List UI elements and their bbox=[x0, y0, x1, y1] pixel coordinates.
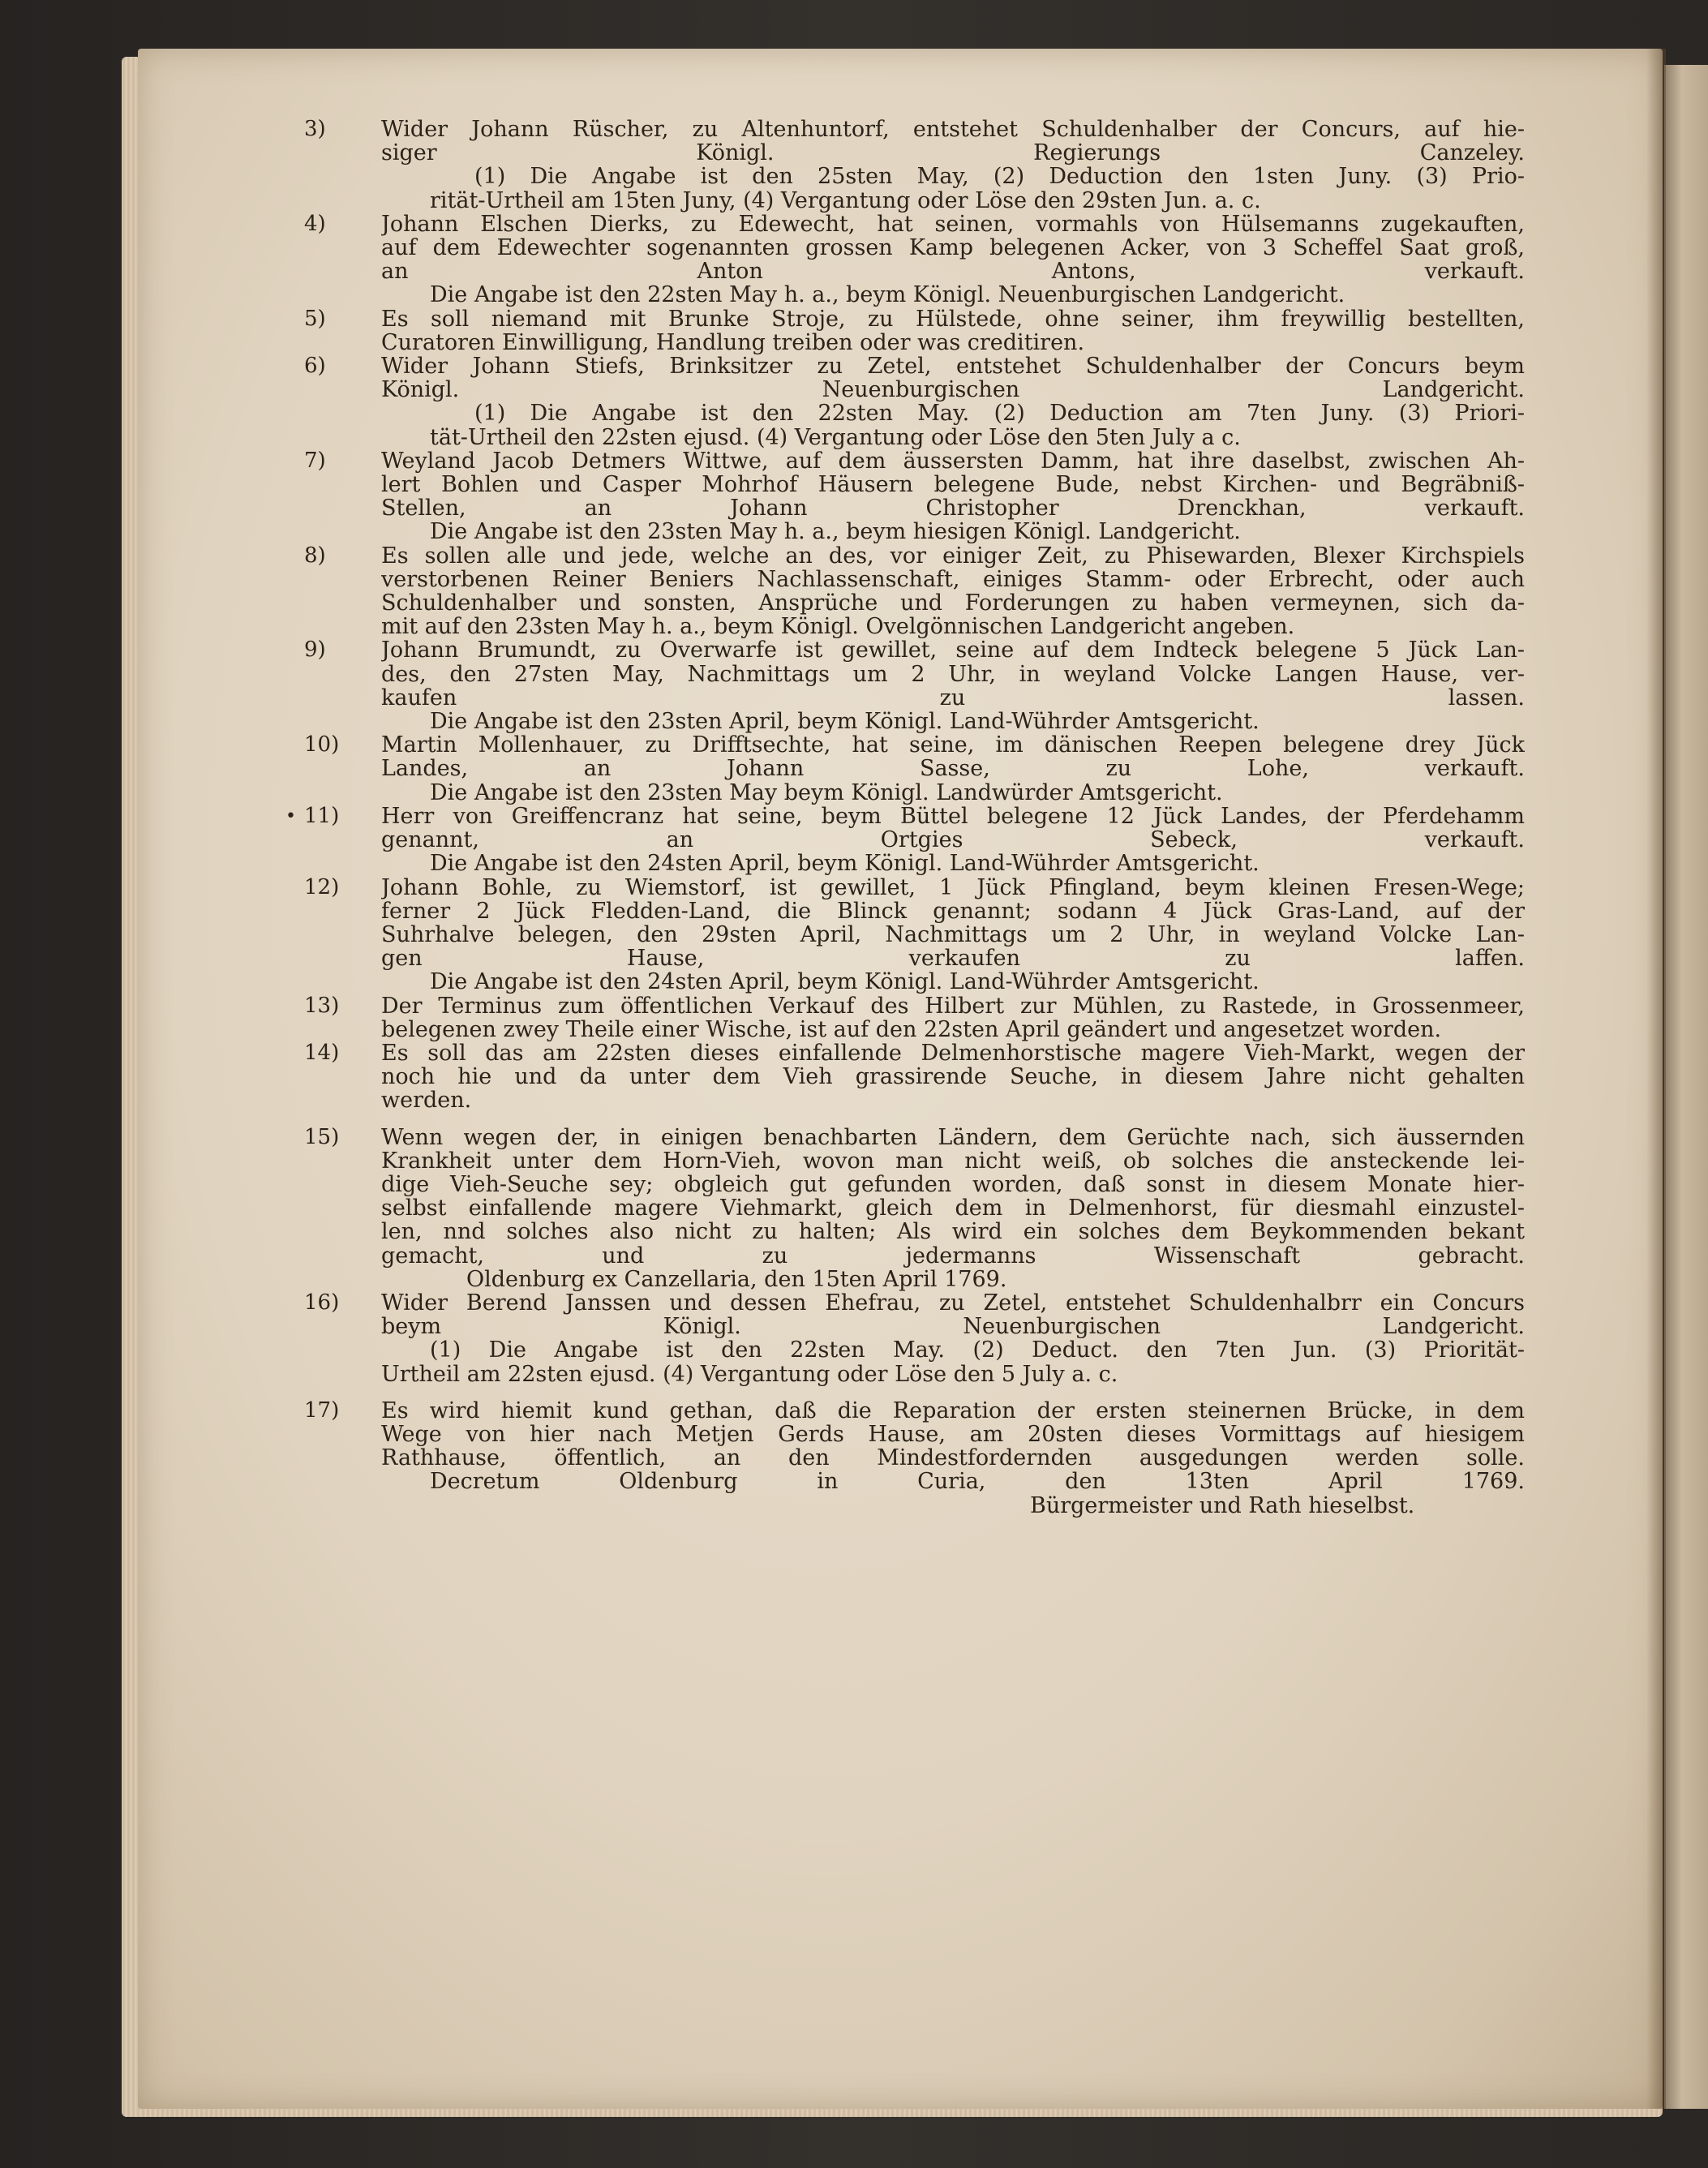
notice-entry bbox=[304, 1397, 1525, 1518]
notice-number: 7) bbox=[304, 448, 326, 473]
text-line: Schuldenhalber und sonsten, Ansprüche und Forderungen zu haben vermeynen, sich da- bbox=[381, 591, 1525, 616]
notice-entry bbox=[285, 803, 1525, 876]
notice-number: 16) bbox=[304, 1290, 340, 1315]
notice-number: 12) bbox=[304, 874, 340, 899]
adjacent-page-edge bbox=[1664, 65, 1708, 2109]
notice-number: 9) bbox=[304, 638, 326, 663]
text-line: Die Angabe ist den 23sten April, beym Königl. Land-Wührder Amtsgericht. bbox=[430, 710, 1260, 734]
text-line: kaufen zu lassen. bbox=[381, 685, 1525, 711]
text-line: Johann Bohle, zu Wiemstorf, ist gewillet, 1 Jück Pfingland, beym kleinen Fresen-Wege; bbox=[381, 875, 1525, 899]
text-line: Die Angabe ist den 23sten May h. a., beym hiesigen Königl. Landgericht. bbox=[430, 520, 1241, 544]
text-line: (1) Die Angabe ist den 22sten May. (2) Deduct. den 7ten Jun. (3) Priorität- bbox=[430, 1338, 1525, 1363]
text-line: belegenen zwey Theile einer Wische, ist auf den 22sten April geändert und angesetzet worden. bbox=[381, 1017, 1442, 1041]
text-line: mit auf den 23sten May h. a., beym Königl. Ovelgönnischen Landgericht angeben. bbox=[381, 615, 1295, 639]
text-line: Es soll niemand mit Brunke Stroje, zu Hülstede, ohne seiner, ihm freywillig bestellten, bbox=[381, 307, 1525, 331]
notice-entry bbox=[304, 354, 1525, 449]
text-line: Johann Elschen Dierks, zu Edewecht, hat seinen, vormahls von Hülsemanns zugekauften, bbox=[381, 212, 1525, 237]
notice-entry bbox=[304, 306, 1525, 355]
notice-entry bbox=[304, 543, 1525, 639]
notice-entry bbox=[304, 1290, 1525, 1386]
text-line: Wider Johann Rüscher, zu Altenhuntorf, entstehet Schuldenhalber der Concurs, auf hie- bbox=[381, 118, 1525, 142]
text-line: Oldenburg ex Canzellaria, den 15ten April 1769. bbox=[466, 1267, 1007, 1291]
notice-entry bbox=[304, 1124, 1525, 1291]
notice-entry bbox=[304, 993, 1525, 1041]
text-line: Es wird hiemit kund gethan, daß die Reparation der ersten steinernen Brücke, in dem bbox=[381, 1398, 1525, 1423]
notice-number: 17) bbox=[304, 1397, 340, 1423]
text-line: Suhrhalve belegen, den 29sten April, Nachmittags um 2 Uhr, in weyland Volcke Lan- bbox=[381, 922, 1525, 947]
notice-entry bbox=[304, 1040, 1525, 1113]
text-line: dige Vieh-Seuche sey; obgleich gut gefunden worden, daß sonst in diesem Monate hier- bbox=[381, 1172, 1525, 1197]
text-line: auf dem Edewechter sogenannten grossen Kamp belegenen Acker, von 3 Scheffel Saat groß, bbox=[381, 236, 1525, 260]
text-line: ferner 2 Jück Fledden-Land, die Blinck genannt; sodann 4 Jück Gras-Land, auf der bbox=[381, 899, 1525, 923]
notice-number: 4) bbox=[304, 211, 326, 236]
text-line: Curatoren Einwilligung, Handlung treiben oder was creditiren. bbox=[381, 330, 1085, 355]
text-line: Wenn wegen der, in einigen benachbarten Ländern, dem Gerüchte nach, sich äussernden bbox=[381, 1125, 1525, 1149]
notice-entry bbox=[304, 117, 1525, 213]
notice-number: 10) bbox=[304, 732, 340, 758]
text-line: des, den 27sten May, Nachmittags um 2 Uhr, in weyland Volcke Langen Hause, ver- bbox=[381, 662, 1525, 686]
notice-entry bbox=[304, 211, 1525, 307]
notice-entry bbox=[304, 448, 1525, 544]
text-line: rität-Urtheil am 15ten Juny, (4) Vergantung oder Löse den 29sten Jun. a. c. bbox=[430, 188, 1261, 213]
text-line: Rathhause, öffentlich, an den Mindestfordernden ausgedungen werden solle. bbox=[381, 1446, 1525, 1470]
notice-number: 11) bbox=[304, 803, 340, 828]
text-line: Bürgermeister und Rath hieselbst. bbox=[1030, 1493, 1415, 1518]
notice-number: 15) bbox=[304, 1124, 340, 1149]
text-line: Weyland Jacob Detmers Wittwe, auf dem äussersten Damm, hat ihre daselbst, zwischen Ah- bbox=[381, 449, 1525, 474]
text-line: Die Angabe ist den 24sten April, beym Königl. Land-Wührder Amtsgericht. bbox=[430, 970, 1260, 994]
notice-number: 5) bbox=[304, 306, 326, 331]
text-line: tät-Urtheil den 22sten ejusd. (4) Vergantung oder Löse den 5ten July a c. bbox=[430, 425, 1241, 449]
text-line: Johann Brumundt, zu Overwarfe ist gewillet, seine auf dem Indteck belegene 5 Jück Lan- bbox=[381, 638, 1525, 663]
text-line: werden. bbox=[381, 1088, 472, 1113]
text-line: Landes, an Johann Sasse, zu Lohe, verkauft. bbox=[381, 757, 1525, 781]
text-line: Es soll das am 22sten dieses einfallende Delmenhorstische magere Vieh-Markt, wegen der bbox=[381, 1041, 1525, 1066]
text-line: Urtheil am 22sten ejusd. (4) Vergantung oder Löse den 5 July a. c. bbox=[381, 1362, 1118, 1386]
text-line: gen Hause, verkaufen zu laffen. bbox=[381, 947, 1525, 971]
text-line: an Anton Antons, verkauft. bbox=[381, 260, 1525, 284]
text-line: selbst einfallende magere Viehmarkt, gleich dem in Delmenhorst, für diesmahl einzustel- bbox=[381, 1196, 1525, 1221]
text-line: Martin Mollenhauer, zu Drifftsechte, hat seine, im dänischen Reepen belegene drey Jück bbox=[381, 733, 1525, 758]
text-line: (1) Die Angabe ist den 22sten May. (2) Deduction am 7ten Juny. (3) Priori- bbox=[474, 401, 1525, 426]
text-line: Wege von hier nach Metjen Gerds Hause, am 20sten dieses Vormittags auf hiesigem bbox=[381, 1422, 1525, 1447]
notice-entry bbox=[304, 638, 1525, 734]
text-line: Stellen, an Johann Christopher Drenckhan, verkauft. bbox=[381, 496, 1525, 521]
text-line: genannt, an Ortgies Sebeck, verkauft. bbox=[381, 828, 1525, 852]
text-line: Der Terminus zum öffentlichen Verkauf des Hilbert zur Mühlen, zu Rastede, in Grossenmeer, bbox=[381, 994, 1525, 1018]
notice-number: 8) bbox=[304, 543, 326, 568]
text-line: Wider Berend Janssen und dessen Ehefrau, zu Zetel, entstehet Schuldenhalbrr ein Concurs bbox=[381, 1290, 1525, 1316]
text-line: noch hie und da unter dem Vieh grassirende Seuche, in diesem Jahre nicht gehalten bbox=[381, 1065, 1525, 1089]
text-line: Krankheit unter dem Horn-Vieh, wovon man nicht weiß, ob solches die ansteckende lei- bbox=[381, 1148, 1525, 1173]
notice-number: 13) bbox=[304, 993, 340, 1018]
text-line: verstorbenen Reiner Beniers Nachlassenschaft, einiges Stamm- oder Erbrecht, oder auch bbox=[381, 567, 1525, 592]
text-line: Die Angabe ist den 23sten May beym Königl. Landwürder Amtsgericht. bbox=[430, 780, 1223, 805]
text-line: gemacht, und zu jedermanns Wissenschaft gebracht. bbox=[381, 1243, 1525, 1268]
text-line: len, nnd solches also nicht zu halten; Als wird ein solches dem Beykommenden bekant bbox=[381, 1220, 1525, 1244]
notice-entry bbox=[304, 732, 1525, 805]
text-line: Die Angabe ist den 22sten May h. a., beym Königl. Neuenburgischen Landgericht. bbox=[430, 283, 1345, 307]
text-line: lert Bohlen und Casper Mohrhof Häusern belegene Bude, nebst Kirchen- und Begräbniß- bbox=[381, 473, 1525, 497]
notice-number: 3) bbox=[304, 117, 326, 141]
notice-number: 6) bbox=[304, 354, 326, 379]
text-line: siger Königl. Regierungs Canzeley. bbox=[381, 141, 1525, 165]
notice-number: 14) bbox=[304, 1040, 340, 1065]
margin-dot: • bbox=[285, 805, 296, 826]
text-line: (1) Die Angabe ist den 25sten May, (2) Deduction den 1sten Juny. (3) Prio- bbox=[474, 165, 1525, 189]
book-gutter-shadow bbox=[1646, 49, 1666, 2109]
text-line: Decretum Oldenburg in Curia, den 13ten April 1769. bbox=[430, 1470, 1525, 1494]
text-line: Wider Johann Stiefs, Brinksitzer zu Zetel, entstehet Schuldenhalber der Concurs beym bbox=[381, 354, 1525, 379]
text-line: Die Angabe ist den 24sten April, beym Königl. Land-Wührder Amtsgericht. bbox=[430, 852, 1260, 876]
text-line: Königl. Neuenburgischen Landgericht. bbox=[381, 378, 1525, 402]
text-line: beym Königl. Neuenburgischen Landgericht. bbox=[381, 1315, 1525, 1339]
text-line: Es sollen alle und jede, welche an des, vor einiger Zeit, zu Phisewarden, Blexer Kirchspiels bbox=[381, 543, 1525, 568]
notice-entry bbox=[304, 874, 1525, 994]
notices-text-block bbox=[285, 117, 1525, 1518]
text-line: Herr von Greiffencranz hat seine, beym Büttel belegene 12 Jück Landes, der Pferdehamm bbox=[381, 804, 1525, 829]
